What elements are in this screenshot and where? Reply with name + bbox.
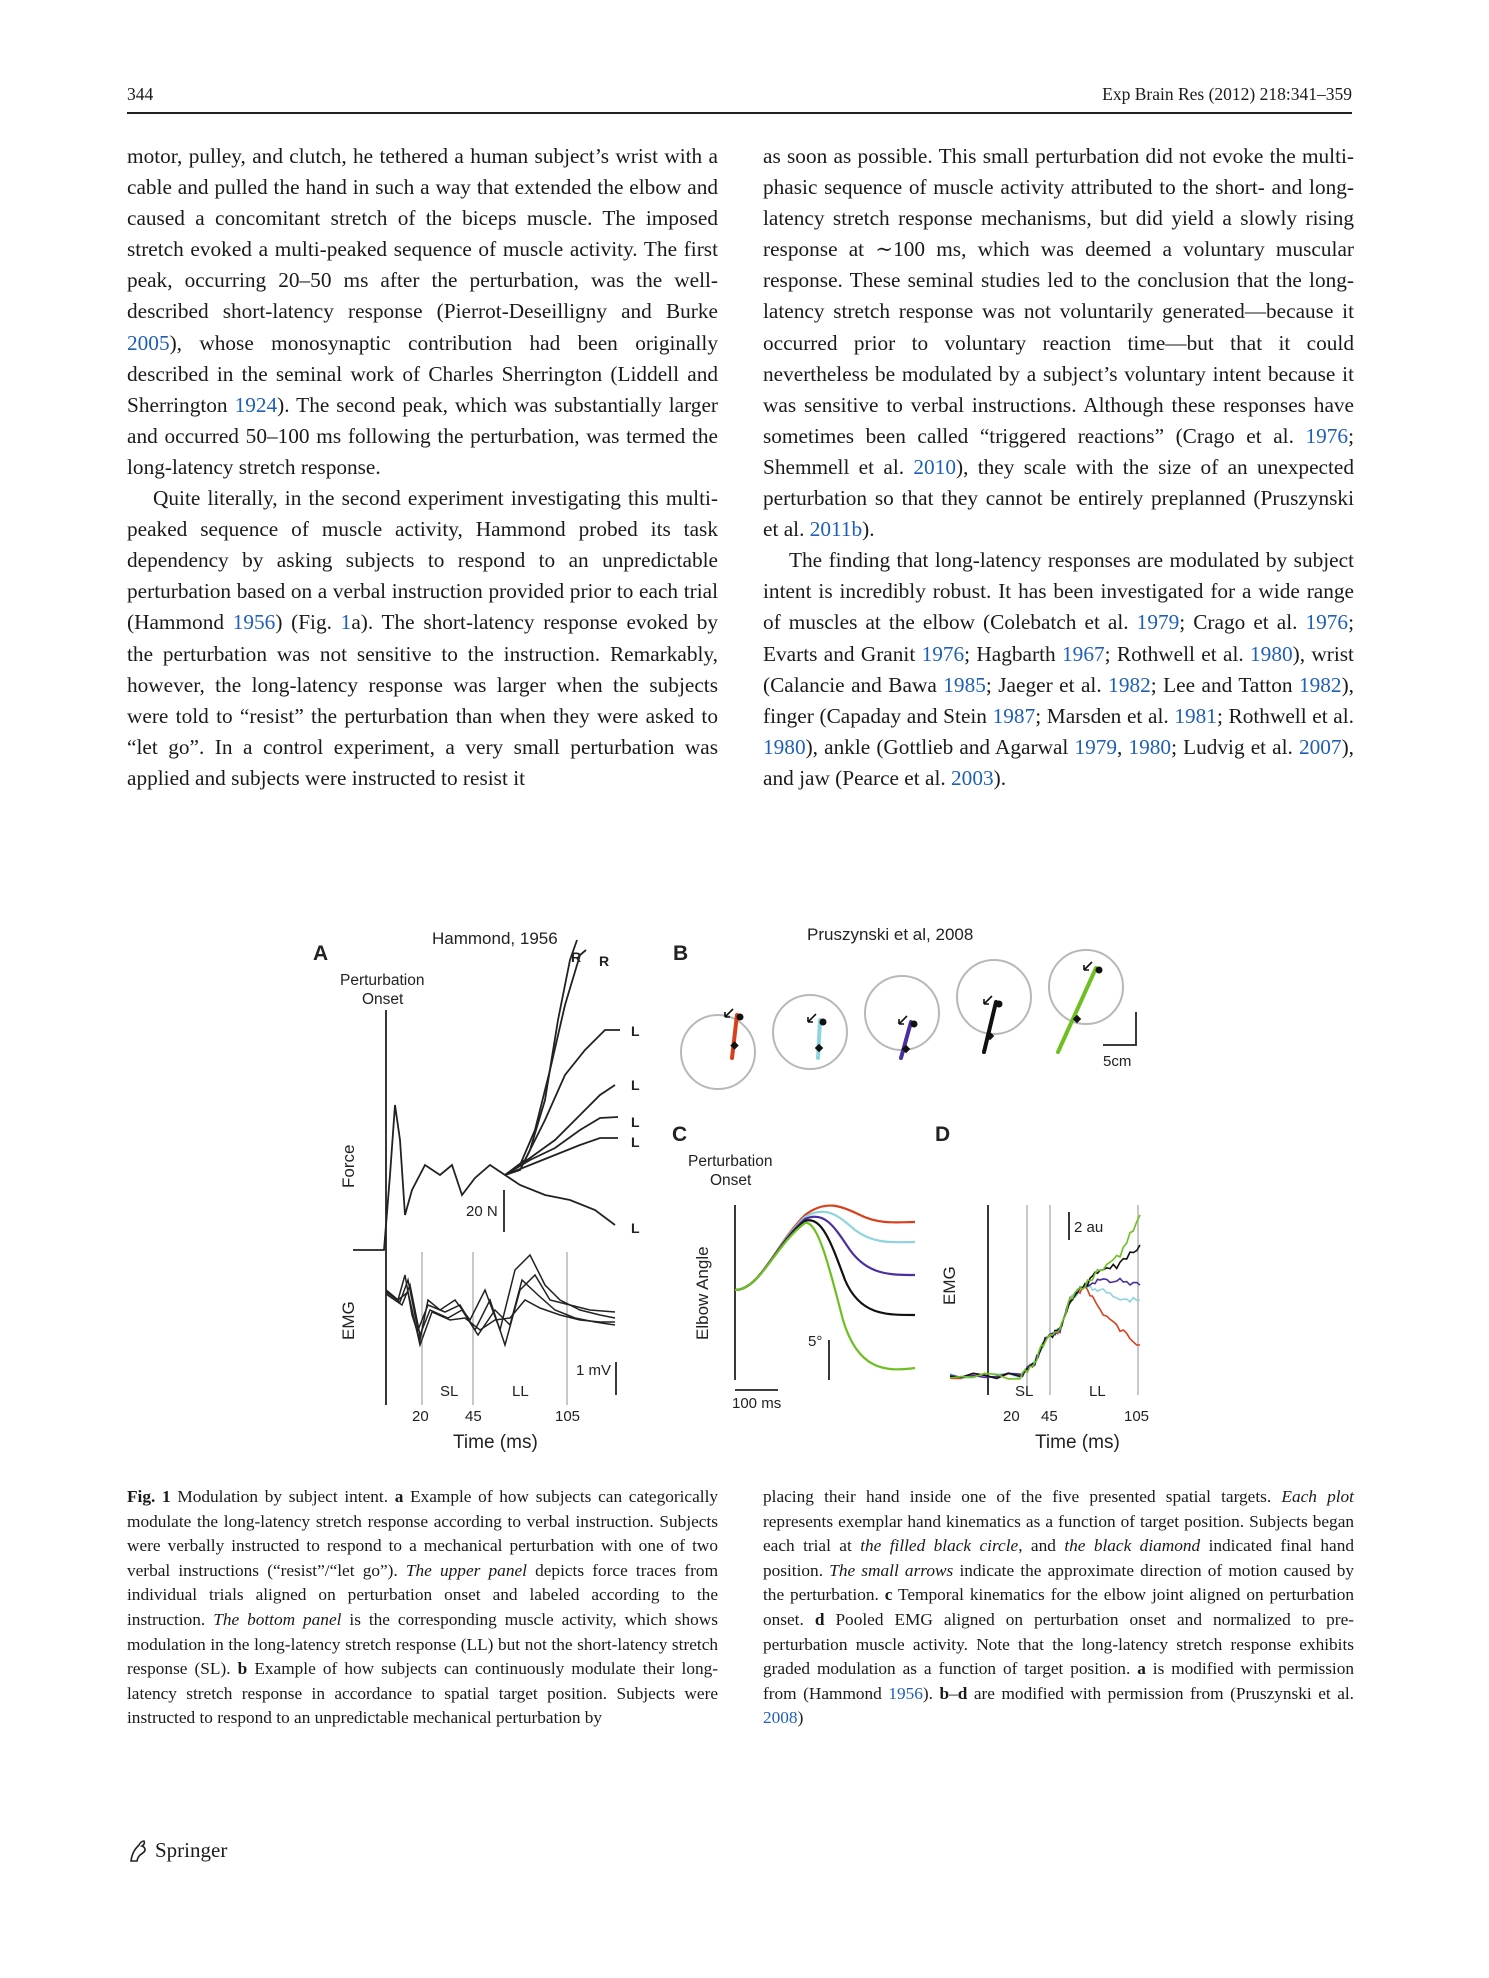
springer-horse-icon [127, 1839, 149, 1863]
panel-a-emg-label: EMG [339, 1301, 358, 1340]
text-run: Example of how subjects can continuously modulate their long-latency stretch response in accordance to spatial target position. Subjects were instructed to respond to an unpredictable mechanical perturbation by [127, 1659, 718, 1728]
text-run: ). [862, 517, 875, 542]
panel-d-ll: LL [1089, 1383, 1106, 1400]
panel-b-title: Pruszynski et al, 2008 [807, 925, 974, 944]
panel-c-onset-label-1: Perturbation [688, 1153, 773, 1170]
emg-trace [950, 1279, 1140, 1378]
text-run: , and [1018, 1536, 1065, 1556]
text-run: indicate the approximate direction of motion caused by the perturbation. [763, 1560, 1354, 1605]
citation-link[interactable]: 1924 [234, 392, 278, 417]
panel-a-force-label: Force [339, 1144, 358, 1188]
italic-text: Each plot [1281, 1487, 1354, 1506]
citation-link[interactable]: 2005 [127, 330, 170, 355]
text-run: ). [993, 765, 1007, 790]
elbow-angle-trace [735, 1212, 915, 1290]
start-position-dot [820, 1019, 827, 1026]
panel-d-scale-label: 2 au [1074, 1219, 1104, 1236]
final-position-diamond [815, 1044, 823, 1052]
text-run: ; Hagbarth [964, 641, 1063, 666]
citation-link[interactable]: 1979 [1136, 610, 1180, 635]
panel-a-sl: SL [440, 1383, 459, 1400]
panel-d-tick-45: 45 [1041, 1408, 1058, 1425]
panel-a-tick-45: 45 [465, 1408, 482, 1425]
text-run: ; Lee and Tatton [1150, 672, 1299, 697]
perturbation-arrow-icon [808, 1014, 816, 1022]
bold-text: c [884, 1585, 893, 1605]
text-run: Example of how subjects can categorically modulate the long-latency stretch response according to verbal instruction. Subjects were verbally instructed to respond to a mechanical perturbation with one of two verbal instructions (“resist”/“let go”). [127, 1487, 719, 1580]
text-run: ), whose monosynaptic contribution had been originally described in the seminal work of Charles Sherrington (Liddell and Sherrington [127, 330, 718, 417]
journal-citation: Exp Brain Res (2012) 218:341–359 [1102, 84, 1352, 104]
citation-link[interactable]: 2011b [809, 517, 863, 542]
start-position-dot [737, 1014, 744, 1021]
text-run: ; Crago et al. [1179, 610, 1306, 635]
panel-a-title: Hammond, 1956 [432, 929, 558, 948]
panel-b-letter: B [673, 942, 689, 965]
panel-c-scale-angle-label: 5° [808, 1333, 823, 1350]
panel-a-trace-label-l2: L [631, 1077, 640, 1093]
panel-a-emg-trace-1 [386, 1255, 615, 1340]
text-run: ; Rothwell et al. [1104, 641, 1251, 666]
panel-a-onset-label-2: Onset [362, 991, 404, 1008]
target-circle [957, 960, 1031, 1034]
text-run: represents exemplar hand kinematics as a function of target position. Subjects began each trial at [763, 1511, 1354, 1556]
publisher-name: Springer [155, 1838, 228, 1862]
hand-trajectory [818, 1020, 820, 1058]
text-run: as soon as possible. This small perturbation did not evoke the multi-phasic sequence of muscle activity attributed to the short- and long-latency stretch response mechanisms, but did yield a slowly rising response at ∼100 ms, which was deemed a voluntary muscular response. These seminal studies led to the conclusion that the long-latency stretch response was not voluntarily generated—because it occurred prior to voluntary reaction time—but that it could nevertheless be modulated by a subject’s voluntary intent because it was sensitive to verbal instructions. Although these responses have sometimes been called “triggered reactions” (Crago et al. [763, 144, 1354, 448]
panel-a-force-trace-l5 [505, 1175, 615, 1225]
panel-c-ylabel: Elbow Angle [693, 1246, 712, 1340]
emg-trace [950, 1286, 1140, 1379]
text-run: ; Jaeger et al. [985, 672, 1109, 697]
citation-link[interactable]: 2003 [951, 765, 994, 790]
target-circle [865, 976, 939, 1050]
citation-link[interactable]: 1967 [1062, 641, 1105, 666]
citation-link[interactable]: 1 [340, 610, 352, 635]
panel-c-scale-time-label: 100 ms [732, 1395, 782, 1412]
text-run: ; Rothwell et al. [1216, 703, 1354, 728]
text-run: ). [922, 1683, 940, 1703]
italic-text: The small arrows [829, 1560, 954, 1580]
citation-link[interactable]: 2010 [913, 454, 956, 479]
text-run: ; Evarts and Granit [763, 610, 1354, 666]
text-run: placing their hand inside one of the five presented spatial targets. [763, 1487, 1282, 1506]
panel-a-onset-label-1: Perturbation [340, 972, 425, 989]
start-position-dot [911, 1021, 918, 1028]
text-run: depicts force traces from individual trials aligned on perturbation onset and labeled according to the instruction. [127, 1560, 719, 1629]
perturbation-arrow-icon [984, 996, 992, 1004]
text-run: ), finger (Capaday and Stein [763, 672, 1354, 728]
citation-link[interactable]: 1981 [1174, 703, 1217, 728]
text-run: Pooled EMG aligned on perturbation onset and normalized to pre-perturbation muscle activity. Note that the long-latency stretch response exhibits graded modulation as a function of target position. [763, 1609, 1354, 1679]
start-position-dot [996, 1001, 1003, 1008]
text-run: is the corresponding muscle activity, which shows modulation in the long-latency stretch response (LL) but not the short-latency stretch response (SL). [127, 1609, 719, 1679]
panel-d-xlabel: Time (ms) [1035, 1432, 1120, 1453]
citation-link[interactable]: 1987 [992, 703, 1036, 728]
text-run: motor, pulley, and clutch, he tethered a human subject’s wrist with a cable and pulled the hand in such a way that extended the elbow and caused a concomitant stretch of the biceps muscle. The imposed stretch evoked a multi-peaked sequence of muscle activity. The first peak, occurring 20–50 ms after the perturbation, was the well-described short-latency response (Pierrot-Deseilligny and Burke [127, 144, 718, 324]
panel-b-discs [681, 950, 1123, 1089]
hand-trajectory [984, 1002, 996, 1052]
citation-link[interactable]: 1979 [1074, 734, 1118, 759]
panel-a-tick-105: 105 [555, 1408, 581, 1425]
text-run: indicated final hand position. [763, 1536, 1355, 1580]
caption-right [763, 1485, 1354, 1731]
start-position-dot [1096, 967, 1103, 974]
text-run: Quite literally, in the second experiment investigating this multi-peaked sequence of muscle activity, Hammond probed its task dependency by asking subjects to respond to an unpredictable perturbation based on a verbal instruction provided prior to each trial (Hammond [127, 486, 718, 635]
panel-c-curves [735, 1206, 915, 1370]
panel-d-sl: SL [1015, 1383, 1034, 1400]
citation-link[interactable]: 1956 [232, 610, 276, 635]
perturbation-arrow-icon [899, 1016, 907, 1024]
italic-text: the filled black circle [860, 1536, 1019, 1556]
citation-link[interactable]: 1982 [1298, 672, 1342, 697]
panel-a-trace-label-r1: R [571, 949, 582, 965]
text-run: Modulation by subject intent. [170, 1487, 395, 1506]
elbow-angle-trace [735, 1223, 915, 1369]
text-run: ), they scale with the size of an unexpected perturbation so that they cannot be entirely preplanned (Pruszynski et al. [763, 454, 1354, 542]
panel-a-trace-label-l5: L [631, 1220, 640, 1236]
bold-text: b [939, 1683, 950, 1703]
panel-a-letter: A [313, 942, 329, 965]
perturbation-arrow-icon [1084, 962, 1092, 970]
text-run: ) (Fig. [275, 610, 341, 635]
italic-text: The upper panel [405, 1560, 527, 1580]
emg-trace [950, 1283, 1140, 1378]
hand-trajectory [1058, 968, 1096, 1052]
panel-c-onset-label-2: Onset [710, 1172, 752, 1189]
target-circle [773, 995, 847, 1069]
bold-text: a [394, 1487, 404, 1506]
text-run: The finding that long-latency responses are modulated by subject intent is incredibly robust. It has been investigated for a wide range of muscles at the elbow (Colebatch et al. [763, 548, 1354, 635]
bold-text: d [957, 1683, 968, 1703]
bold-text: b [237, 1659, 248, 1679]
panel-a-trace-label-l3: L [631, 1114, 640, 1130]
citation-link[interactable]: 2007 [1298, 734, 1342, 759]
text-run: ), wrist (Calancie and Bawa [763, 641, 1354, 697]
text-run: Temporal kinematics for the elbow joint aligned on perturbation onset. [763, 1585, 1354, 1629]
text-run: ) [797, 1708, 804, 1728]
panel-a-scale-force: 20 N [466, 1203, 498, 1220]
text-run: ). The second peak, which was substantially larger and occurred 50–100 ms following the perturbation, was termed the long-latency stretch response. [127, 392, 719, 479]
panel-a-trace-label-l4: L [631, 1134, 640, 1150]
target-circle [681, 1015, 755, 1089]
page-number: 344 [127, 84, 154, 104]
italic-text: the black diamond [1064, 1536, 1201, 1556]
italic-text: The bottom panel [213, 1609, 342, 1629]
citation-link[interactable]: 1976 [1305, 423, 1349, 448]
text-run: a). The short-latency response evoked by the perturbation was not sensitive to the instruction. Remarkably, however, the long-latency response was larger when the subjects were told to “resist” the perturbation than when they were asked to “let go”. In a control experiment, a very small perturbation was applied and subjects were instructed to resist it [127, 610, 718, 790]
panel-a-force-trace-l1 [505, 1030, 620, 1175]
bold-text: d [814, 1609, 825, 1629]
citation-link[interactable]: 1980 [1128, 734, 1172, 759]
caption-left [127, 1485, 718, 1731]
panel-c-letter: C [672, 1123, 688, 1146]
panel-d-ylabel: EMG [940, 1266, 959, 1305]
citation-link[interactable]: 1976 [1305, 610, 1349, 635]
panel-a-xlabel: Time (ms) [453, 1432, 538, 1453]
citation-link[interactable]: 2008 [763, 1708, 798, 1728]
citation-link[interactable]: 1956 [888, 1683, 923, 1703]
emg-trace [950, 1215, 1140, 1379]
panel-a-trace-label-r2: R [599, 953, 610, 969]
text-run: , [1117, 734, 1129, 759]
panel-b-scale-label: 5cm [1103, 1053, 1132, 1070]
text-run: ), and jaw (Pearce et al. [763, 734, 1354, 790]
panel-d-tick-20: 20 [1003, 1408, 1020, 1425]
text-run: ; Shemmell et al. [763, 423, 1354, 479]
panel-a-ll: LL [512, 1383, 529, 1400]
emg-trace [950, 1245, 1140, 1378]
text-run: ; Ludvig et al. [1171, 734, 1299, 759]
citation-link[interactable]: 1985 [943, 672, 986, 697]
panel-a-scale-emg: 1 mV [576, 1362, 612, 1379]
elbow-angle-trace [735, 1220, 915, 1315]
text-run: ; Marsden et al. [1035, 703, 1175, 728]
text-run: – [949, 1683, 958, 1703]
text-run: ), ankle (Gottlieb and Agarwal [805, 734, 1075, 759]
footer [127, 1838, 227, 1863]
panel-d-curves [950, 1215, 1140, 1379]
citation-link[interactable]: 1980 [1250, 641, 1293, 666]
panel-a-tick-20: 20 [412, 1408, 429, 1425]
citation-link[interactable]: 1982 [1108, 672, 1151, 697]
panel-a-trace-label-l1: L [631, 1023, 640, 1039]
panel-d-tick-105: 105 [1124, 1408, 1150, 1425]
citation-link[interactable]: 1976 [921, 641, 965, 666]
text-run: is modified with permission from (Hammond [763, 1659, 1355, 1703]
panel-d-letter: D [935, 1123, 951, 1146]
bold-text: Fig. 1 [127, 1487, 171, 1506]
citation-link[interactable]: 1980 [763, 734, 806, 759]
text-run: are modified with permission from (Pruszynski et al. [967, 1683, 1354, 1703]
hand-trajectory [732, 1015, 737, 1058]
bold-text: a [1137, 1659, 1146, 1679]
elbow-angle-trace [735, 1206, 915, 1290]
